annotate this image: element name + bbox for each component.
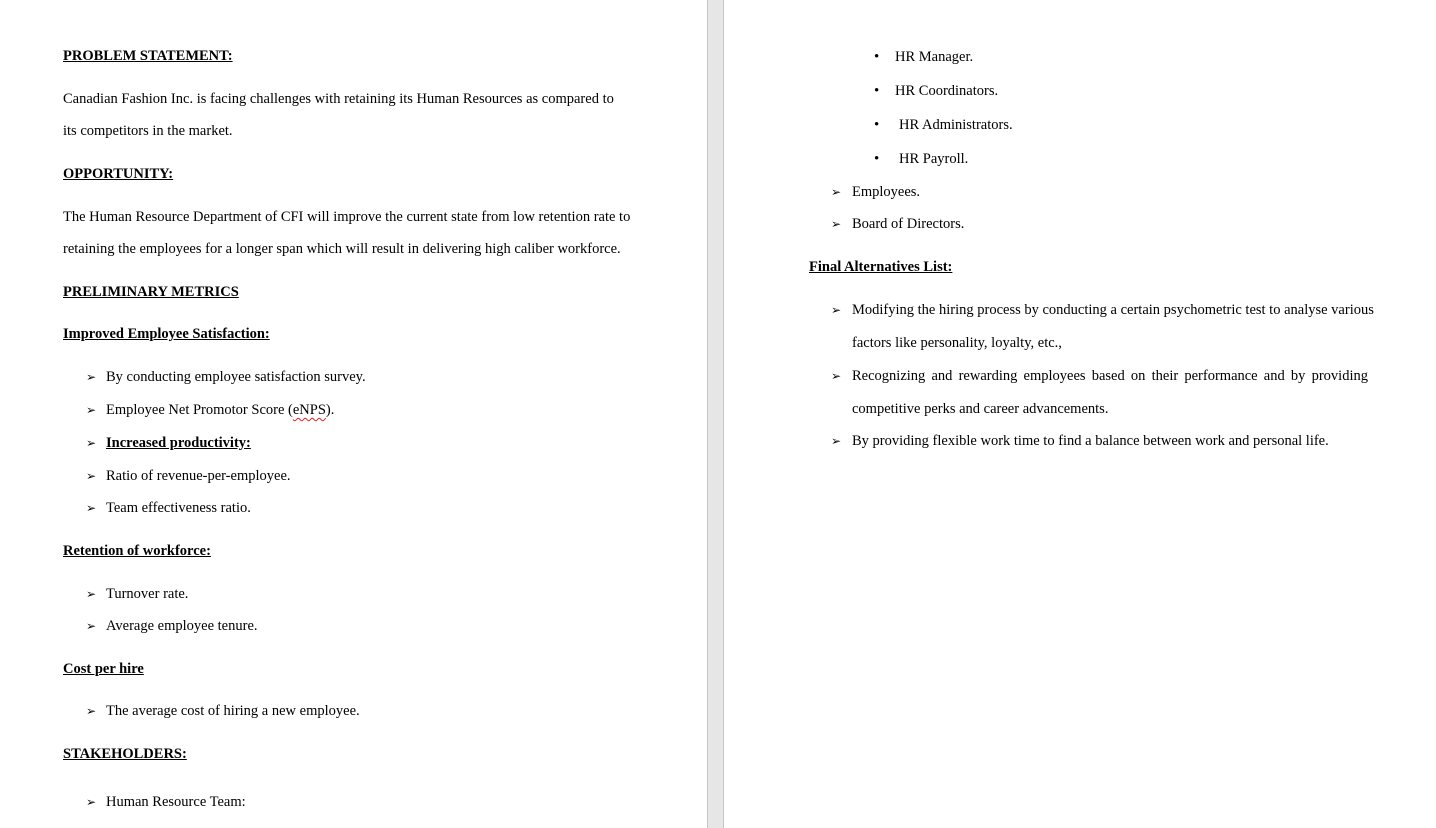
document-page-left[interactable] <box>0 0 707 828</box>
dot-bullet-icon: • <box>874 49 880 65</box>
arrow-bullet-icon: ➢ <box>86 704 97 718</box>
cost-per-hire-subheading: Cost per hire <box>63 661 144 677</box>
retention-subheading: Retention of workforce: <box>63 543 211 559</box>
enps-suffix: ). <box>325 402 335 418</box>
list-item: Human Resource Team: <box>106 794 246 810</box>
arrow-bullet-icon: ➢ <box>86 403 97 417</box>
problem-statement-heading: PROBLEM STATEMENT: <box>63 48 233 64</box>
dot-bullet-icon: • <box>874 117 880 133</box>
satisfaction-subheading: Improved Employee Satisfaction: <box>63 326 270 342</box>
list-item: By conducting employee satisfaction survey. <box>106 369 366 385</box>
list-item: Recognizing and rewarding employees based on their performance and by providing <box>852 368 1368 384</box>
dot-bullet-icon: • <box>874 151 880 167</box>
list-item: The average cost of hiring a new employee. <box>106 703 360 719</box>
list-item: HR Coordinators. <box>895 83 999 99</box>
list-item: Modifying the hiring process by conducting a certain psychometric test to analyse various <box>852 302 1374 318</box>
list-item: Ratio of revenue-per-employee. <box>106 468 291 484</box>
list-item: Average employee tenure. <box>106 618 258 634</box>
final-alternatives-heading: Final Alternatives List: <box>809 259 953 275</box>
document-page-right[interactable] <box>724 0 1436 828</box>
arrow-bullet-icon: ➢ <box>831 303 842 317</box>
list-item: By providing flexible work time to find a balance between work and personal life. <box>852 433 1329 449</box>
arrow-bullet-icon: ➢ <box>831 217 842 231</box>
arrow-bullet-icon: ➢ <box>86 587 97 601</box>
preliminary-metrics-heading: PRELIMINARY METRICS <box>63 284 239 300</box>
arrow-bullet-icon: ➢ <box>86 436 97 450</box>
list-item-continuation: factors like personality, loyalty, etc., <box>852 335 1062 351</box>
list-item: HR Administrators. <box>899 117 1013 133</box>
arrow-bullet-icon: ➢ <box>86 469 97 483</box>
list-item-continuation: competitive perks and career advancements. <box>852 401 1109 417</box>
list-item: Team effectiveness ratio. <box>106 500 251 516</box>
stakeholders-heading: STAKEHOLDERS: <box>63 746 187 762</box>
list-item: HR Manager. <box>895 49 974 65</box>
dot-bullet-icon: • <box>874 83 880 99</box>
arrow-bullet-icon: ➢ <box>86 795 97 809</box>
list-item <box>106 401 334 419</box>
arrow-bullet-icon: ➢ <box>86 501 97 515</box>
page-separator <box>707 0 724 828</box>
opportunity-heading: OPPORTUNITY: <box>63 166 174 182</box>
arrow-bullet-icon: ➢ <box>86 619 97 633</box>
arrow-bullet-icon: ➢ <box>831 185 842 199</box>
list-item: Turnover rate. <box>106 586 189 602</box>
enps-prefix: Employee Net Promotor Score ( <box>106 402 293 418</box>
opportunity-line: The Human Resource Department of CFI will improve the current state from low retention rate to <box>63 209 631 225</box>
list-item: HR Payroll. <box>899 151 969 167</box>
list-item: Employees. <box>852 184 921 200</box>
arrow-bullet-icon: ➢ <box>86 370 97 384</box>
arrow-bullet-icon: ➢ <box>831 369 842 383</box>
arrow-bullet-icon: ➢ <box>831 434 842 448</box>
opportunity-line: retaining the employees for a longer span which will result in delivering high caliber workforce. <box>63 241 621 257</box>
problem-statement-line: Canadian Fashion Inc. is facing challenges with retaining its Human Resources as compared to <box>63 91 614 107</box>
productivity-subheading: Increased productivity: <box>106 435 251 451</box>
spelling-error-word[interactable]: eNPS <box>292 402 326 418</box>
list-item: Board of Directors. <box>852 216 965 232</box>
problem-statement-line: its competitors in the market. <box>63 123 233 139</box>
